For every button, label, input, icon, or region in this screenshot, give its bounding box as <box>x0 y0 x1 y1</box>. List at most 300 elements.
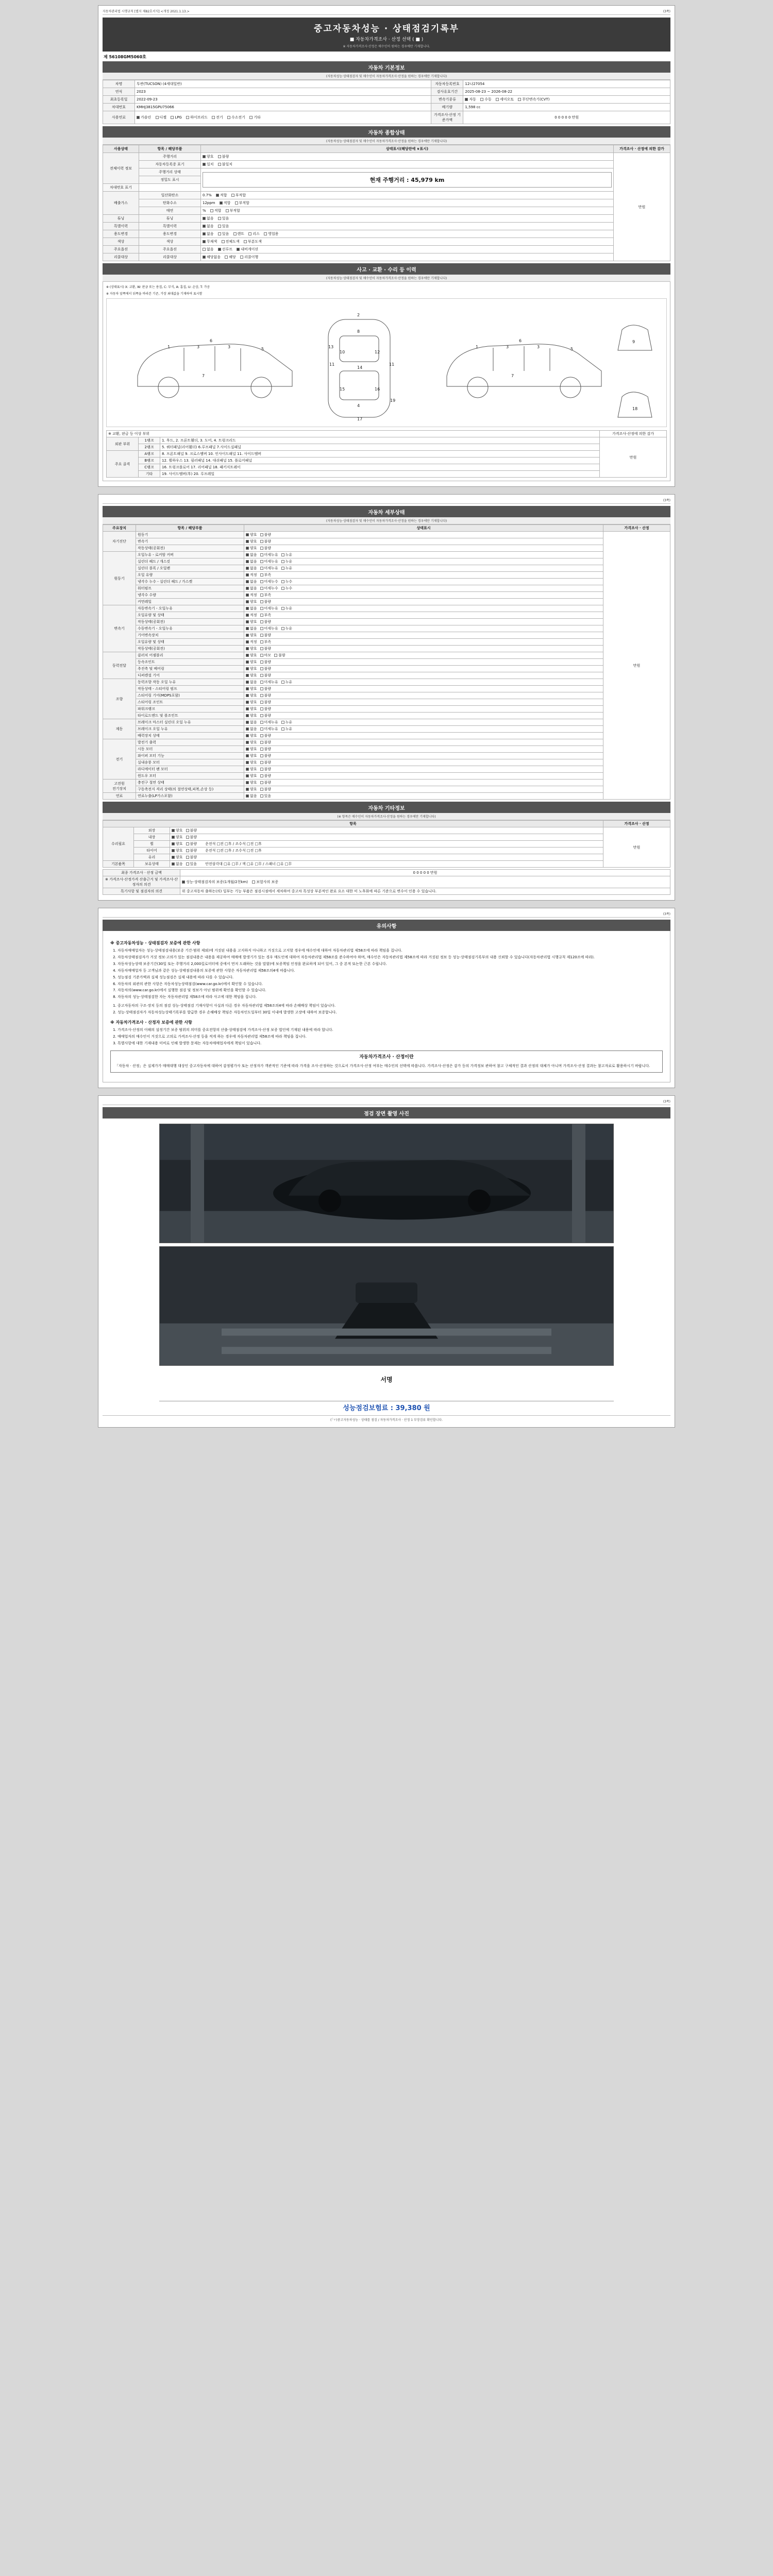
detail-item-2-2: 작동상태(공회전) <box>136 619 244 625</box>
photo-1-graphic <box>160 1124 613 1243</box>
detail-state-1-0[interactable] <box>244 552 603 558</box>
inspection-photo-1 <box>159 1124 614 1243</box>
svg-text:15: 15 <box>340 387 345 392</box>
detail-state-6-5[interactable] <box>244 773 603 779</box>
other-3-opt-1[interactable]: 불량 <box>186 848 197 853</box>
detail-state-1-1[interactable] <box>244 558 603 565</box>
other-item-3: 타이어 <box>134 848 170 854</box>
overall-opt-11-1[interactable]: 전체도색 <box>222 239 240 244</box>
warranty-option-insurer[interactable]: 보험사의 보증 <box>252 879 278 885</box>
detail-row <box>103 639 670 646</box>
other-1-opt-1[interactable]: 불량 <box>186 835 197 840</box>
car-damage-diagram[interactable] <box>106 298 667 427</box>
fuel-option-hydrogen[interactable]: 수소전기 <box>227 115 245 120</box>
detail-state-1-5[interactable] <box>244 585 603 592</box>
detail-1-4-opt-0[interactable]: 없음 <box>246 579 257 584</box>
detail-state-1-7[interactable] <box>244 599 603 605</box>
detail-1-6-opt-0[interactable]: 적정 <box>246 592 257 598</box>
detail-state-2-0[interactable] <box>244 605 603 612</box>
overall-opt-1-1[interactable]: 불일치 <box>218 162 232 167</box>
detail-state-2-5[interactable] <box>244 639 603 646</box>
detail-6-3-opt-0[interactable]: 양호 <box>246 760 257 765</box>
overall-opt-13-0[interactable]: 해당없음 <box>203 255 221 260</box>
detail-0-0-opt-1[interactable]: 불량 <box>260 532 272 537</box>
detail-2-5-opt-0[interactable]: 적정 <box>246 639 257 645</box>
definition-text: 「자동차 · 산정」은 실제가가 매매대행 대상인 중고자동차에 대하여 감정평가사 또는 산정자가 객관적인 기준에 따라 가격을 조사·산정하는 것으로서 가격조사·산정 여부는 매수인의 선택에 따릅니다. 가격조사·산정은 감가 등의 가격정보 관하여 참고 구체적인 결과 산정의 대체가 아니며 가격조사·산정 결과는 참고자료로 활용하시기 바랍니다. <box>115 1063 650 1068</box>
detail-6-2-opt-1[interactable]: 불량 <box>260 753 272 758</box>
detail-4-5-opt-0[interactable]: 양호 <box>246 713 257 718</box>
overall-opt-0-0[interactable]: 양호 <box>203 154 214 159</box>
detail-6-4-opt-0[interactable]: 양호 <box>246 767 257 772</box>
overall-opt-12-1[interactable]: 선루프 <box>218 247 232 252</box>
detail-2-6-opt-1[interactable]: 불량 <box>260 646 272 651</box>
overall-state-5[interactable] <box>201 192 614 199</box>
detail-item-2-6: 작동상태(공회전) <box>136 646 244 652</box>
overall-opt-11-2[interactable]: 부분도색 <box>244 239 262 244</box>
transmission-option-semi[interactable]: 세미오토 <box>496 97 514 102</box>
overall-opt-13-2[interactable]: 리콜이행 <box>240 255 258 260</box>
other-state-4[interactable] <box>170 854 603 861</box>
fuel-option-electric[interactable]: 전기 <box>212 115 223 120</box>
detail-6-4-opt-1[interactable]: 불량 <box>260 767 272 772</box>
overall-opt-12-0[interactable]: 없음 <box>203 247 214 252</box>
overall-opt-8-1[interactable]: 있음 <box>218 216 229 221</box>
detail-6-0-opt-0[interactable]: 양호 <box>246 740 257 745</box>
detail-state-3-1[interactable] <box>244 659 603 666</box>
definition-title: 자동차가격조사 · 산정이란 <box>359 1054 414 1060</box>
detail-2-1-opt-1[interactable]: 부족 <box>260 613 272 618</box>
detail-state-4-0[interactable] <box>244 679 603 686</box>
other-state-0[interactable] <box>170 827 603 834</box>
emission-smoke-value: % <box>203 209 206 213</box>
detail-row <box>103 766 670 773</box>
detail-5-0-opt-0[interactable]: 없음 <box>246 720 257 725</box>
detail-4-0-opt-2[interactable]: 누유 <box>281 680 293 685</box>
rank-deduct-value: 만원 <box>600 437 667 478</box>
other-state-1[interactable] <box>170 834 603 841</box>
notice-list-2 <box>117 1003 663 1015</box>
other-row <box>103 827 670 834</box>
detail-item-6-5: 윈도우 모터 <box>136 773 244 779</box>
detail-state-2-6[interactable] <box>244 646 603 652</box>
detail-7-1-opt-0[interactable]: 양호 <box>246 787 257 792</box>
overall-state-9[interactable] <box>201 223 614 230</box>
document-number: 제 56108GM5060호 <box>104 55 146 59</box>
fuel-option-diesel[interactable]: 디젤 <box>156 115 167 120</box>
detail-state-1-4[interactable] <box>244 579 603 585</box>
detail-item-1-5: 워터펌프 <box>136 585 244 592</box>
other-1-opt-0[interactable]: 양호 <box>172 835 183 840</box>
page2-topbar <box>103 498 670 504</box>
detail-state-5-1[interactable] <box>244 726 603 733</box>
section-basic-info-subheader: (자동차성능·상태점검자 및 매수인이 자동차가격조사·산정을 원하는 경우에만 기재합니다) <box>103 73 670 80</box>
detail-1-5-opt-0[interactable]: 없음 <box>246 586 257 591</box>
detail-2-1-opt-0[interactable]: 적정 <box>246 613 257 618</box>
detail-1-2-opt-0[interactable]: 없음 <box>246 566 257 571</box>
detail-1-1-opt-2[interactable]: 누유 <box>281 559 293 564</box>
detail-state-7-0[interactable] <box>244 779 603 786</box>
page-number-label: (3쪽) <box>663 10 670 13</box>
other-group-5: 기본품목 <box>103 861 134 868</box>
detail-1-2-opt-2[interactable]: 누유 <box>281 566 293 571</box>
other-deduction-cell: 만원 <box>603 827 670 868</box>
detail-3-3-opt-1[interactable]: 불량 <box>260 673 272 678</box>
detail-0-0-opt-0[interactable]: 양호 <box>246 532 257 537</box>
notice1-item-3: 4. 자동차매매업자 등 고객님과 같은 성능·상태점검내용의 보증에 관한 사항은 자동차관리법 제58조의4에 따릅니다. <box>117 968 663 974</box>
detail-1-5-opt-1[interactable]: 미세누수 <box>260 586 278 591</box>
svg-text:14: 14 <box>357 365 363 370</box>
detail-row <box>103 779 670 786</box>
overall-state-table <box>103 145 670 261</box>
detail-4-0-opt-0[interactable]: 없음 <box>246 680 257 685</box>
photo-area <box>103 1118 670 1371</box>
detail-5-1-opt-1[interactable]: 미세누유 <box>260 726 278 732</box>
overall-state-8[interactable] <box>201 215 614 223</box>
overall-group-emission: 배출가스 <box>103 192 139 215</box>
other-2-opt-1[interactable]: 불량 <box>186 841 197 846</box>
detail-3-3-opt-0[interactable]: 양호 <box>246 673 257 678</box>
detail-state-0-2[interactable] <box>244 545 603 552</box>
detail-1-5-opt-2[interactable]: 누수 <box>281 586 293 591</box>
overall-opt-10-0[interactable]: 없음 <box>203 231 214 236</box>
overall-opt-10-1[interactable]: 있음 <box>218 231 229 236</box>
detail-2-4-opt-0[interactable]: 양호 <box>246 633 257 638</box>
detail-2-3-opt-0[interactable]: 없음 <box>246 626 257 631</box>
svg-text:2: 2 <box>357 313 360 317</box>
detail-row <box>103 565 670 572</box>
detail-state-2-2[interactable] <box>244 619 603 625</box>
detail-1-0-opt-2[interactable]: 누유 <box>281 552 293 557</box>
svg-text:7: 7 <box>511 374 514 378</box>
detail-state-5-0[interactable] <box>244 719 603 726</box>
detail-5-2-opt-0[interactable]: 양호 <box>246 733 257 738</box>
other-col-deduct: 가격조사 · 산정 <box>603 821 670 827</box>
other-0-opt-0[interactable]: 양호 <box>172 828 183 833</box>
detail-1-4-opt-2[interactable]: 누수 <box>281 579 293 584</box>
damage-diagram-wrapper <box>103 282 670 481</box>
detail-group-7: 고전원 전기장치 <box>103 779 136 793</box>
detail-item-5-2: 배력장치 상태 <box>136 733 244 739</box>
detail-2-5-opt-1[interactable]: 부족 <box>260 639 272 645</box>
page3-number-label: (3쪽) <box>663 912 670 916</box>
overall-state-7[interactable] <box>201 207 614 215</box>
detail-5-1-opt-0[interactable]: 없음 <box>246 726 257 732</box>
rank-value-3: 12. 휠하우스 13. 필러패널 14. 대쉬패널 15. 플로어패널 <box>160 457 600 464</box>
svg-text:3: 3 <box>228 345 231 349</box>
detail-4-4-opt-1[interactable]: 불량 <box>260 706 272 711</box>
detail-8-0-opt-0[interactable]: 없음 <box>246 793 257 799</box>
other-row <box>103 841 670 848</box>
detail-row <box>103 686 670 692</box>
overall-opt-9-1[interactable]: 있음 <box>218 224 229 229</box>
detail-3-0-opt-1[interactable]: 마모 <box>260 653 272 658</box>
final-price-table <box>103 869 670 895</box>
detail-1-7-opt-0[interactable]: 양호 <box>246 599 257 604</box>
basis-options[interactable] <box>180 876 670 888</box>
detail-1-0-opt-1[interactable]: 미세누유 <box>260 552 278 557</box>
detail-state-3-3[interactable] <box>244 672 603 679</box>
detail-1-3-opt-0[interactable]: 적정 <box>246 572 257 578</box>
svg-text:9: 9 <box>632 340 635 344</box>
detail-2-0-opt-1[interactable]: 미세누유 <box>260 606 278 611</box>
detail-5-0-opt-1[interactable]: 미세누유 <box>260 720 278 725</box>
overall-opt-6-1[interactable]: 적합 <box>220 200 231 206</box>
overall-opt-8-0[interactable]: 없음 <box>203 216 214 221</box>
detail-6-3-opt-1[interactable]: 불량 <box>260 760 272 765</box>
fuel-option-lpg[interactable]: LPG <box>171 115 182 120</box>
detail-row <box>103 759 670 766</box>
detail-state-6-0[interactable] <box>244 739 603 746</box>
detail-item-8-0: 연료누출(LP가스포함) <box>136 793 244 800</box>
detail-3-0-opt-2[interactable]: 불량 <box>274 653 285 658</box>
detail-item-2-4: 기어변속장치 <box>136 632 244 639</box>
detail-state-2-1[interactable] <box>244 612 603 619</box>
svg-text:5: 5 <box>261 347 264 351</box>
detail-1-6-opt-1[interactable]: 부족 <box>260 592 272 598</box>
overall-opt-7-1[interactable]: 적합 <box>210 208 222 213</box>
detail-state-4-5[interactable] <box>244 713 603 719</box>
detail-2-4-opt-1[interactable]: 불량 <box>260 633 272 638</box>
detail-item-5-1: 브레이크 오일 누유 <box>136 726 244 733</box>
other-4-opt-1[interactable]: 불량 <box>186 855 197 860</box>
detail-7-0-opt-1[interactable]: 불량 <box>260 780 272 785</box>
detail-item-4-1: 작동상태 - 스티어링 펌프 <box>136 686 244 692</box>
section-basic-info-header: 자동차 기본정보 <box>103 61 670 73</box>
detail-6-5-opt-0[interactable]: 양호 <box>246 773 257 778</box>
detail-item-6-0: 발전기 출력 <box>136 739 244 746</box>
overall-state-12[interactable] <box>201 246 614 253</box>
overall-item-11: 색상 <box>139 238 201 246</box>
detail-6-1-opt-0[interactable]: 양호 <box>246 747 257 752</box>
transmission-option-cvt[interactable]: 무단변속기(CVT) <box>518 97 549 102</box>
detail-4-1-opt-0[interactable]: 양호 <box>246 686 257 691</box>
detail-state-0-0[interactable] <box>244 532 603 538</box>
overall-state-6[interactable] <box>201 199 614 207</box>
detail-state-4-1[interactable] <box>244 686 603 692</box>
detail-state-6-4[interactable] <box>244 766 603 773</box>
detail-4-5-opt-1[interactable]: 불량 <box>260 713 272 718</box>
field-value-model: 투싼(TUCSON) (4세대일반) <box>135 80 431 88</box>
final-price-value: 0 0 0 0 0 만원 <box>180 870 670 876</box>
detail-item-2-0: 자동변속기 - 오일누유 <box>136 605 244 612</box>
detail-state-1-6[interactable] <box>244 592 603 599</box>
detail-state-1-3[interactable] <box>244 572 603 579</box>
overall-opt-5-2[interactable]: 부적합 <box>231 193 246 198</box>
section-accident-subheader: (자동차성능·상태점검자 및 매수인이 자동차가격조사·산정을 원하는 경우에만 기재합니다) <box>103 275 670 282</box>
detail-state-3-0[interactable] <box>244 652 603 659</box>
notice1-item-2: 3. 자동차성능상태 보증기간(30일 또는 주행거리 2,000킬로미터에 중에서 먼저 도래하는 것을 말함)에 보증책임 인정을 완료하게 되어 있어, 그 중 본적 또는한 근본 수립니다. <box>117 961 663 967</box>
special-note-label: 특기사항 및 점검자의 의견 <box>103 888 180 895</box>
fuel-option-hybrid[interactable]: 하이브리드 <box>186 115 208 120</box>
detail-1-7-opt-1[interactable]: 불량 <box>260 599 272 604</box>
svg-text:6: 6 <box>210 338 213 343</box>
other-row <box>103 854 670 861</box>
detail-2-3-opt-1[interactable]: 미세누유 <box>260 626 278 631</box>
other-state-5[interactable]: 없음 있음 안전삼각대 □유 □무 / 잭 □유 □무 / 스패너 □유 □무 <box>170 861 603 868</box>
overall-item-6: 탄화수소 <box>139 199 201 207</box>
detail-2-3-opt-2[interactable]: 누유 <box>281 626 293 631</box>
detail-state-6-3[interactable] <box>244 759 603 766</box>
overall-group-options: 주요옵션 <box>103 246 139 253</box>
detail-1-1-opt-0[interactable]: 없음 <box>246 559 257 564</box>
overall-opt-9-0[interactable]: 없음 <box>203 224 214 229</box>
overall-opt-13-1[interactable]: 해당 <box>225 255 236 260</box>
detail-state-0-1[interactable] <box>244 538 603 545</box>
detail-5-1-opt-2[interactable]: 누유 <box>281 726 293 732</box>
svg-text:18: 18 <box>632 406 638 411</box>
overall-opt-0-1[interactable]: 불량 <box>218 154 229 159</box>
detail-item-1-1: 실린더 헤드 / 개스킷 <box>136 558 244 565</box>
detail-6-2-opt-0[interactable]: 양호 <box>246 753 257 758</box>
detail-4-2-opt-1[interactable]: 불량 <box>260 693 272 698</box>
overall-item-9: 특별이력 <box>139 223 201 230</box>
detail-2-0-opt-2[interactable]: 누유 <box>281 606 293 611</box>
detail-4-3-opt-1[interactable]: 불량 <box>260 700 272 705</box>
detail-state-4-2[interactable] <box>244 692 603 699</box>
detail-item-6-3: 실내송풍 모터 <box>136 759 244 766</box>
detail-row <box>103 625 670 632</box>
detail-0-2-opt-1[interactable]: 불량 <box>260 546 272 551</box>
other-0-opt-1[interactable]: 불량 <box>186 828 197 833</box>
detail-state-4-4[interactable] <box>244 706 603 713</box>
detail-item-0-0: 원동기 <box>136 532 244 538</box>
other-state-2[interactable]: 양호 불량 운전석 □전 □후 / 조수석 □전 □후 <box>170 841 603 848</box>
notice1-item-5: 6. 자동차의 외관의 관한 사항은 자동차성능상태점검(www.car.go.kr)에서 확인할 수 있습니다. <box>117 981 663 987</box>
detail-0-1-opt-0[interactable]: 양호 <box>246 539 257 544</box>
detail-state-8-0[interactable] <box>244 793 603 800</box>
detail-0-2-opt-0[interactable]: 양호 <box>246 546 257 551</box>
diagram-legend-2: ※ 자동차 앞쪽에서 뒤쪽을 바라본 기준, 가장 최대값을 기재하여 표시함 <box>106 292 203 296</box>
signature-field[interactable] <box>159 1386 614 1401</box>
detail-4-4-opt-0[interactable]: 양호 <box>246 706 257 711</box>
detail-state-6-1[interactable] <box>244 746 603 753</box>
detail-3-2-opt-0[interactable]: 양호 <box>246 666 257 671</box>
other-state-3[interactable]: 양호 불량 운전석 □전 □후 / 조수석 □전 □후 <box>170 848 603 854</box>
detail-5-0-opt-2[interactable]: 누유 <box>281 720 293 725</box>
transmission-option-auto[interactable]: 자동 <box>465 97 476 102</box>
detail-3-2-opt-1[interactable]: 불량 <box>260 666 272 671</box>
other-3-opt-0[interactable]: 양호 <box>172 848 183 853</box>
detail-state-2-3[interactable] <box>244 625 603 632</box>
detail-1-0-opt-0[interactable]: 없음 <box>246 552 257 557</box>
detail-state-4-3[interactable] <box>244 699 603 706</box>
detail-6-0-opt-1[interactable]: 불량 <box>260 740 272 745</box>
detail-1-3-opt-1[interactable]: 부족 <box>260 572 272 578</box>
detail-row <box>103 793 670 800</box>
panel-rank-title: ※ 교환, 판금 등 이상 부위 <box>107 431 600 437</box>
overall-state-11[interactable] <box>201 238 614 246</box>
overall-group-color: 색상 <box>103 238 139 246</box>
detail-item-1-4: 냉각수 누수 - 실린더 헤드 / 가스켓 <box>136 579 244 585</box>
overall-state-13[interactable] <box>201 253 614 261</box>
detail-item-0-1: 변속기 <box>136 538 244 545</box>
detail-7-0-opt-0[interactable]: 양호 <box>246 780 257 785</box>
overall-opt-10-2[interactable]: 렌트 <box>233 231 245 236</box>
notice3-item-0: 1. 가격조사·산정의 이해의 설정기간 보증 범위의 의미를 중요전항의 산출·상태점검에 가격조사·산정 보증 법인에 기재된 내용에 따라 합니다. <box>117 1027 663 1033</box>
field-label-transmission: 변속기종류 <box>431 96 463 104</box>
detail-row <box>103 572 670 579</box>
detail-item-1-6: 냉각수 수량 <box>136 592 244 599</box>
overall-opt-1-0[interactable]: 일치 <box>203 162 214 167</box>
page3-topbar <box>103 911 670 918</box>
detail-5-2-opt-1[interactable]: 불량 <box>260 733 272 738</box>
other-4-opt-0[interactable]: 양호 <box>172 855 183 860</box>
detail-group-1: 원동기 <box>103 552 136 605</box>
warranty-option-self[interactable]: 성능·상태점검자의 보증(1개월/2천km) <box>182 879 248 885</box>
detail-4-0-opt-1[interactable]: 미세누유 <box>260 680 278 685</box>
detail-3-0-opt-0[interactable]: 양호 <box>246 653 257 658</box>
page4-footer: (「ㅜ)중고자동차성능 · 상태를 점검 / 자동차가격조사 · 산정 1 부장검류 확인합니다. <box>103 1415 670 1422</box>
notice-header: 유의사항 <box>103 920 670 931</box>
notice-list-3 <box>117 1027 663 1046</box>
detail-4-3-opt-0[interactable]: 양호 <box>246 700 257 705</box>
detail-row <box>103 699 670 706</box>
detail-1-1-opt-1[interactable]: 미세누유 <box>260 559 278 564</box>
transmission-option-manual[interactable]: 수동 <box>480 97 492 102</box>
detail-state-2-4[interactable] <box>244 632 603 639</box>
detail-state-5-2[interactable] <box>244 733 603 739</box>
detail-4-1-opt-1[interactable]: 불량 <box>260 686 272 691</box>
detail-1-2-opt-1[interactable]: 미세누유 <box>260 566 278 571</box>
detail-2-0-opt-0[interactable]: 없음 <box>246 606 257 611</box>
overall-opt-11-0[interactable]: 무채색 <box>203 239 217 244</box>
fuel-option-gasoline[interactable]: 가솔린 <box>137 115 151 120</box>
detail-1-4-opt-1[interactable]: 미세누수 <box>260 579 278 584</box>
overall-opt-5-1[interactable]: 적합 <box>216 193 227 198</box>
overall-opt-10-3[interactable]: 리스 <box>248 231 260 236</box>
detail-2-6-opt-0[interactable]: 양호 <box>246 646 257 651</box>
overall-state-0[interactable] <box>201 153 614 161</box>
detail-0-1-opt-1[interactable]: 불량 <box>260 539 272 544</box>
detail-3-1-opt-1[interactable]: 불량 <box>260 659 272 665</box>
detail-state-6-2[interactable] <box>244 753 603 759</box>
rank-value-2: 8. 프론트패널 9. 크로스멤버 10. 인사이드패널 11. 사이드멤버 <box>160 451 600 457</box>
overall-opt-7-2[interactable]: 부적합 <box>226 208 240 213</box>
panel-rank-table <box>106 430 667 478</box>
detail-8-0-opt-1[interactable]: 있음 <box>260 793 272 799</box>
overall-opt-12-2[interactable]: 내비게이션 <box>237 247 258 252</box>
detail-6-5-opt-1[interactable]: 불량 <box>260 773 272 778</box>
fuel-option-other[interactable]: 기타 <box>249 115 261 120</box>
other-2-opt-0[interactable]: 양호 <box>172 841 183 846</box>
detail-item-0-2: 작동상태(공회전) <box>136 545 244 552</box>
overall-state-10[interactable] <box>201 230 614 238</box>
overall-group-special: 특별이력 <box>103 223 139 230</box>
detail-row <box>103 733 670 739</box>
overall-group-history: 전체이력 정보 <box>103 153 139 184</box>
detail-2-2-opt-0[interactable]: 양호 <box>246 619 257 624</box>
detail-6-1-opt-1[interactable]: 불량 <box>260 747 272 752</box>
overall-state-1[interactable] <box>201 161 614 168</box>
overall-opt-10-4[interactable]: 영업용 <box>264 231 278 236</box>
notice1-item-0: 1. 자동차매매업자는 성능·상태점검내용(보증 기간·범위 제외)에 거짓된 내용을 고지하지 아니하고 거짓으로 고지할 경우에 매수인에 대하여 자동차관리법 제58조에 따라 책임을 집니다. <box>117 948 663 954</box>
other-5-opt-0[interactable]: 없음 <box>172 861 183 867</box>
other-5-opt-1[interactable]: 있음 <box>186 861 197 867</box>
field-value-vin: KMHJ3815GPU75066 <box>135 104 431 111</box>
detail-7-1-opt-1[interactable]: 불량 <box>260 787 272 792</box>
detail-4-2-opt-0[interactable]: 양호 <box>246 693 257 698</box>
detail-col-device: 주요장치 <box>103 525 136 532</box>
page-2 <box>98 494 675 901</box>
detail-state-3-2[interactable] <box>244 666 603 672</box>
detail-state-7-1[interactable] <box>244 786 603 793</box>
detail-2-2-opt-1[interactable]: 불량 <box>260 619 272 624</box>
overall-opt-6-2[interactable]: 부적합 <box>235 200 249 206</box>
overall-item-0: 주행거리 <box>139 153 201 161</box>
detail-3-1-opt-0[interactable]: 양호 <box>246 659 257 665</box>
detail-state-1-2[interactable] <box>244 565 603 572</box>
svg-text:8: 8 <box>357 329 360 334</box>
